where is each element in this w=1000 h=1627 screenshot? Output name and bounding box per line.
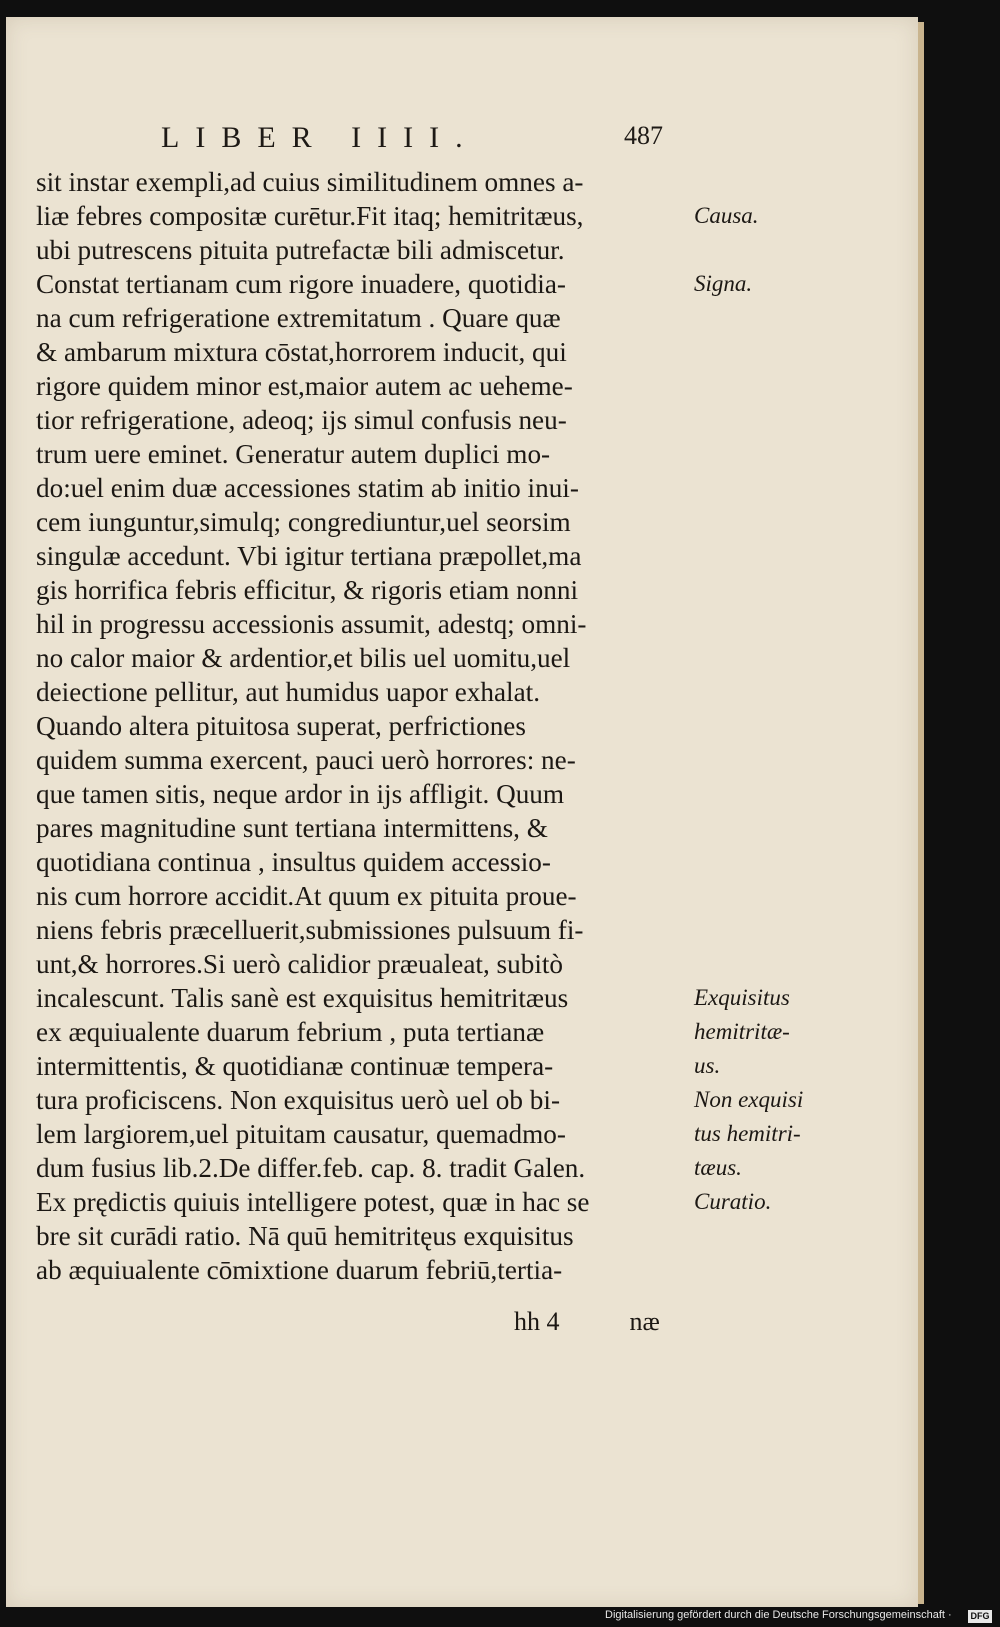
margin-note-non-exquisitus: tæus. bbox=[694, 1155, 742, 1180]
text-line: lem largiorem,uel pituitam causatur, quemadmo- bbox=[36, 1119, 566, 1149]
text-line: Constat tertianam cum rigore inuadere, quotidia- bbox=[36, 269, 566, 299]
text-line: unt,& horrores.Si uerò calidior præualeat, subitò bbox=[36, 949, 564, 979]
text-line: & ambarum mixtura cōstat,horrorem inducit, qui bbox=[36, 337, 567, 367]
digitization-credit: Digitalisierung gefördert durch die Deutsche Forschungsgemeinschaft · bbox=[605, 1609, 952, 1621]
text-line: deiectione pellitur, aut humidus uapor exhalat. bbox=[36, 677, 540, 707]
text-line: na cum refrigeratione extremitatum . Quare quæ bbox=[36, 303, 561, 333]
text-line: tura proficiscens. Non exquisitus uerò uel ob bi- bbox=[36, 1085, 560, 1115]
page-edge bbox=[918, 22, 924, 1604]
text-line: que tamen sitis, neque ardor in ijs affligit. Quum bbox=[36, 779, 565, 809]
text-line: quidem summa exercent, pauci uerò horrores: ne- bbox=[36, 745, 576, 775]
margin-note-non-exquisitus: Non exquisi bbox=[694, 1087, 804, 1112]
margin-note-exquisitus: hemitritæ- bbox=[694, 1019, 790, 1044]
catchword: næ bbox=[629, 1307, 660, 1336]
text-line: intermittentis, & quotidianæ continuæ tempera- bbox=[36, 1051, 554, 1081]
text-line: do:uel enim duæ accessiones statim ab initio inui- bbox=[36, 473, 579, 503]
text-line: bre sit curādi ratio. Nā quū hemitritęus exquisitus bbox=[36, 1221, 574, 1251]
margin-note-causa: Causa. bbox=[694, 203, 759, 228]
text-line: no calor maior & ardentior,et bilis uel uomitu,uel bbox=[36, 643, 571, 673]
text-line: ubi putrescens pituita putrefactæ bili admiscetur. bbox=[36, 235, 565, 265]
margin-note-exquisitus: us. bbox=[694, 1053, 721, 1078]
running-head: LIBER IIII. bbox=[161, 121, 479, 154]
text-line: gis horrifica febris efficitur, & rigoris etiam nonni bbox=[36, 575, 579, 605]
text-line: sit instar exempli,ad cuius similitudinem omnes a- bbox=[36, 167, 584, 197]
page-footer bbox=[514, 1307, 660, 1337]
text-line: ex æquiualente duarum febrium , puta tertianæ bbox=[36, 1017, 545, 1047]
text-line: quotidiana continua , insultus quidem accessio- bbox=[36, 847, 551, 877]
margin-note-exquisitus: Exquisitus bbox=[694, 985, 790, 1010]
signature-mark: hh 4 bbox=[514, 1307, 560, 1336]
margin-note-curatio: Curatio. bbox=[694, 1189, 772, 1214]
text-line: dum fusius lib.2.De differ.feb. cap. 8. tradit Galen. bbox=[36, 1153, 586, 1183]
text-line: rigore quidem minor est,maior autem ac ueheme- bbox=[36, 371, 573, 401]
text-line: singulæ accedunt. Vbi igitur tertiana præpollet,ma bbox=[36, 541, 582, 571]
body-text bbox=[36, 165, 686, 1287]
text-line: pares magnitudine sunt tertiana intermittens, & bbox=[36, 813, 548, 843]
text-line: tior refrigeratione, adeoq; ijs simul confusis neu- bbox=[36, 405, 567, 435]
book-page bbox=[6, 17, 918, 1607]
text-line: incalescunt. Talis sanè est exquisitus hemitritæus bbox=[36, 983, 569, 1013]
text-line: trum uere eminet. Generatur autem duplici mo- bbox=[36, 439, 551, 469]
text-line: cem iunguntur,simulq; congrediuntur,uel seorsim bbox=[36, 507, 571, 537]
text-line: niens febris præcelluerit,submissiones pulsuum fi- bbox=[36, 915, 584, 945]
margin-note-signa: Signa. bbox=[694, 271, 753, 296]
margin-note-non-exquisitus: tus hemitri- bbox=[694, 1121, 801, 1146]
text-line: Ex prędictis quiuis intelligere potest, quæ in hac se bbox=[36, 1187, 590, 1217]
text-line: liæ febres compositæ curētur.Fit itaq; hemitritæus, bbox=[36, 201, 584, 231]
text-line: ab æquiualente cōmixtione duarum febriū,tertia- bbox=[36, 1255, 563, 1285]
text-line: Quando altera pituitosa superat, perfrictiones bbox=[36, 711, 526, 741]
page-header bbox=[6, 121, 918, 161]
text-line: nis cum horrore accidit.At quum ex pituita proue- bbox=[36, 881, 577, 911]
dfg-logo: DFG bbox=[968, 1610, 992, 1623]
page-number: 487 bbox=[624, 121, 663, 150]
text-line: hil in progressu accessionis assumit, adestq; omni- bbox=[36, 609, 587, 639]
